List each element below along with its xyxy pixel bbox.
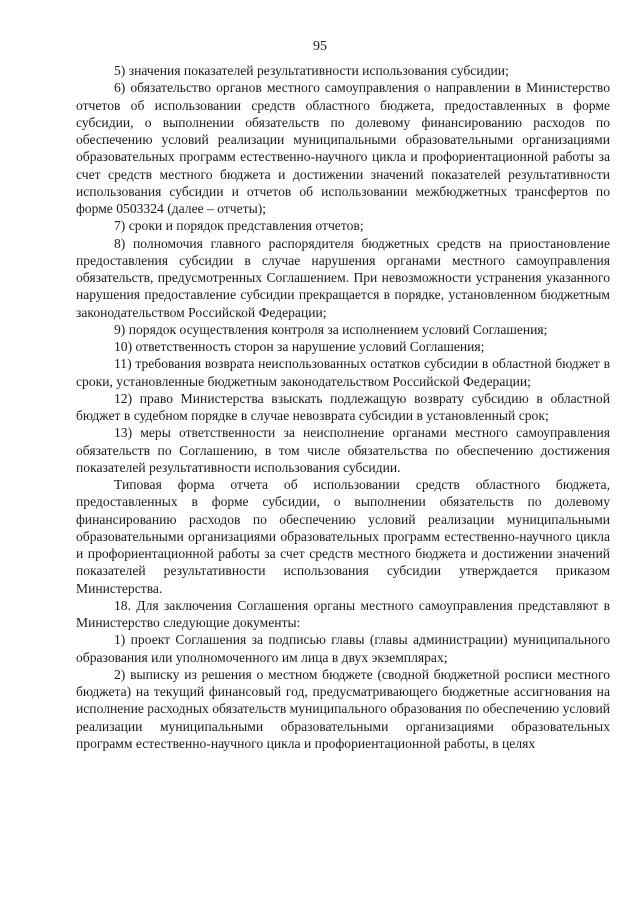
paragraph: 5) значения показателей результативности использования субсидии; [114, 63, 509, 78]
page-number: 95 [313, 39, 327, 54]
paragraph: 2) выписку из решения о местном бюджете (сводной бюджетной росписи местного бюджета) на текущий финансовый год, предусматривающего бюджетные ассигнования на исполнение расходных обязательств муниципального образования по обеспечению условий реализации муниципальными образовательными организациями образовательных программ естественно-научного цикла и профориентационной работы, в целях [76, 666, 610, 751]
paragraph: 9) порядок осуществления контроля за исполнением условий Соглашения; [114, 321, 548, 337]
paragraph: 13) меры ответственности за неисполнение органами местного самоуправления обязательств по Соглашению, в том числе обязательства по обеспечению достижения показателей результативности использования субсидии. [76, 425, 610, 475]
paragraph: 12) право Министерства взыскать подлежащую возврату субсидию в областной бюджет в судебном порядке в случае невозврата субсидии в установленный срок; [76, 390, 610, 423]
paragraph: 10) ответственность сторон за нарушение условий Соглашения; [114, 339, 485, 354]
document-body [76, 62, 610, 752]
paragraph: 8) полномочия главного распорядителя бюджетных средств на приостановление предоставления субсидии в случае нарушения органами местного самоуправления обязательств, предусмотренных Соглашением. При невозможности устранения указанного нарушения предоставление субсидии прекращается в порядке, установленном бюджетным законодательством Российской Федерации; [76, 235, 610, 320]
paragraph: 6) обязательство органов местного самоуправления о направлении в Министерство отчетов об использовании средств областного бюджета, предоставленных в форме субсидии, о выполнении обязательств по долевому финансированию расходов по обеспечению условий реализации муниципальными образовательными организациями образовательных программ естественно-научного цикла и профориентационной работы за счет средств местного бюджета и достижении значений показателей результативности использования субсидии и отчетов об использовании межбюджетных трансфертов по форме 0503324 (далее – отчеты); [76, 80, 610, 216]
paragraph: 11) требования возврата неиспользованных остатков субсидии в областной бюджет в сроки, установленные бюджетным законодательством Российской Федерации; [76, 356, 610, 389]
paragraph: Типовая форма отчета об использовании средств областного бюджета, предоставленных в форме субсидии, о выполнении обязательств по долевому финансированию расходов по обеспечению условий реализации муниципальными образовательными организациями образовательных программ естественно-научного цикла и профориентационной работы за счет средств местного бюджета и достижении значений показателей результативности использования субсидии утверждается приказом Министерства. [76, 477, 610, 596]
paragraph: 1) проект Соглашения за подписью главы (главы администрации) муниципального образования или уполномоченного им лица в двух экземплярах; [76, 632, 610, 665]
paragraph: 7) сроки и порядок представления отчетов; [114, 218, 364, 234]
paragraph: 18. Для заключения Соглашения органы местного самоуправления представляют в Министерство следующие документы: [76, 597, 610, 630]
